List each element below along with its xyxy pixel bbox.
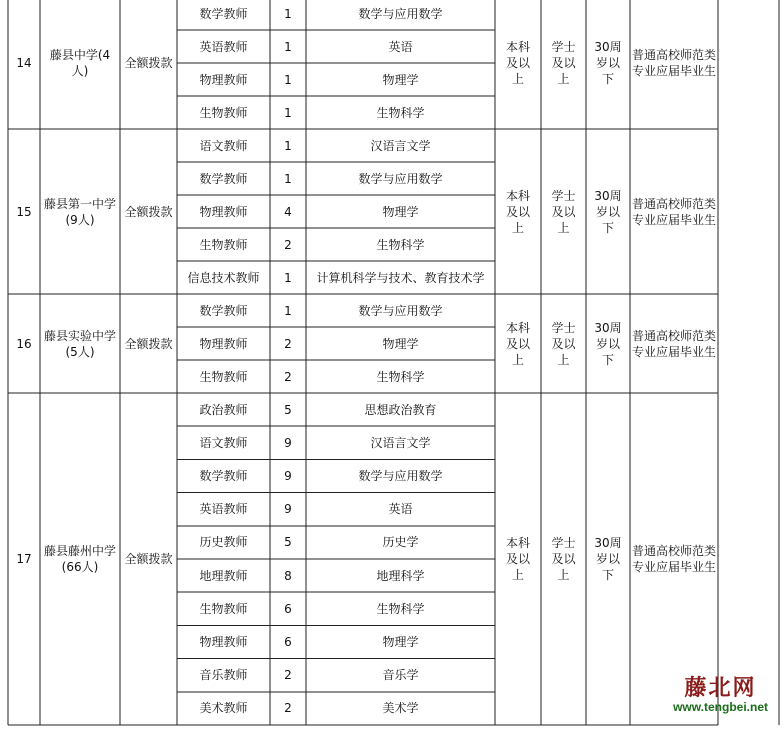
post-cell: 语文教师 bbox=[199, 138, 248, 153]
post-cell: 语文教师 bbox=[199, 435, 248, 450]
major-cell: 英语 bbox=[388, 39, 413, 54]
major-cell: 数学与应用数学 bbox=[358, 303, 443, 318]
post-cell: 物理教师 bbox=[199, 72, 248, 87]
post-cell: 数学教师 bbox=[199, 171, 248, 186]
age-requirement: 30周岁以下 bbox=[594, 536, 622, 582]
count-cell: 2 bbox=[284, 369, 292, 384]
school-name: 藤县实验中学(5人) bbox=[44, 328, 117, 359]
post-cell: 生物教师 bbox=[199, 105, 248, 120]
other-requirement: 普通高校师范类专业应届毕业生 bbox=[632, 48, 717, 78]
funding-type: 全额拨款 bbox=[124, 204, 173, 219]
major-cell: 数学与应用数学 bbox=[358, 468, 443, 483]
education-requirement: 本科及以上 bbox=[505, 536, 530, 582]
count-cell: 1 bbox=[284, 105, 292, 120]
count-cell: 1 bbox=[284, 270, 292, 285]
count-cell: 5 bbox=[284, 535, 292, 550]
row-number: 16 bbox=[16, 336, 32, 351]
degree-requirement: 学士及以上 bbox=[551, 188, 576, 235]
row-number: 14 bbox=[16, 56, 32, 70]
post-cell: 生物教师 bbox=[199, 237, 248, 252]
major-cell: 物理学 bbox=[382, 634, 419, 649]
post-cell: 数学教师 bbox=[199, 468, 248, 483]
major-cell: 物理学 bbox=[382, 72, 419, 87]
other-requirement: 普通高校师范类专业应届毕业生 bbox=[632, 544, 717, 574]
funding-type: 全额拨款 bbox=[124, 56, 173, 70]
degree-requirement: 学士及以上 bbox=[551, 320, 576, 367]
major-cell: 数学与应用数学 bbox=[358, 171, 443, 186]
count-cell: 1 bbox=[284, 171, 292, 186]
count-cell: 1 bbox=[284, 138, 292, 153]
major-cell: 生物科学 bbox=[376, 105, 425, 120]
major-cell: 汉语言文学 bbox=[370, 138, 431, 153]
age-requirement: 30周岁以下 bbox=[594, 40, 622, 86]
funding-type: 全额拨款 bbox=[124, 552, 173, 566]
school-name: 藤县藤州中学(66人) bbox=[44, 544, 117, 574]
education-requirement: 本科及以上 bbox=[505, 40, 530, 86]
row-number: 17 bbox=[16, 552, 32, 566]
count-cell: 1 bbox=[284, 303, 292, 318]
post-cell: 生物教师 bbox=[199, 601, 248, 616]
count-cell: 9 bbox=[284, 435, 292, 450]
post-cell: 历史教师 bbox=[199, 535, 248, 550]
major-cell: 计算机科学与技术、教育技术学 bbox=[316, 270, 485, 285]
watermark bbox=[673, 676, 768, 714]
major-cell: 英语 bbox=[388, 502, 413, 517]
post-cell: 美术教师 bbox=[199, 701, 248, 716]
post-cell: 生物教师 bbox=[199, 369, 248, 384]
post-cell: 信息技术教师 bbox=[187, 270, 260, 285]
post-cell: 政治教师 bbox=[199, 402, 248, 417]
degree-requirement: 学士及以上 bbox=[551, 40, 576, 86]
count-cell: 6 bbox=[284, 634, 292, 649]
count-cell: 9 bbox=[284, 468, 292, 483]
age-requirement: 30周岁以下 bbox=[594, 320, 622, 367]
funding-type: 全额拨款 bbox=[124, 336, 173, 351]
count-cell: 1 bbox=[284, 72, 292, 87]
major-cell: 生物科学 bbox=[376, 237, 425, 252]
major-cell: 地理科学 bbox=[376, 568, 425, 583]
degree-requirement: 学士及以上 bbox=[551, 536, 576, 582]
count-cell: 1 bbox=[284, 39, 292, 54]
post-cell: 数学教师 bbox=[199, 6, 248, 21]
major-cell: 数学与应用数学 bbox=[358, 6, 443, 21]
other-requirement: 普通高校师范类专业应届毕业生 bbox=[632, 196, 717, 227]
major-cell: 生物科学 bbox=[376, 369, 425, 384]
count-cell: 2 bbox=[284, 336, 292, 351]
major-cell: 历史学 bbox=[382, 535, 419, 550]
major-cell: 物理学 bbox=[382, 204, 419, 219]
count-cell: 2 bbox=[284, 668, 292, 683]
post-cell: 数学教师 bbox=[199, 303, 248, 318]
post-cell: 地理教师 bbox=[199, 568, 248, 583]
major-cell: 物理学 bbox=[382, 336, 419, 351]
watermark-logo: 藤北网 bbox=[684, 675, 757, 701]
count-cell: 2 bbox=[284, 237, 292, 252]
post-cell: 物理教师 bbox=[199, 336, 248, 351]
count-cell: 8 bbox=[284, 568, 292, 583]
other-requirement: 普通高校师范类专业应届毕业生 bbox=[632, 328, 717, 359]
school-name: 藤县中学(4人) bbox=[49, 48, 111, 78]
major-cell: 音乐学 bbox=[382, 668, 419, 683]
count-cell: 6 bbox=[284, 601, 292, 616]
school-name: 藤县第一中学(9人) bbox=[44, 196, 117, 227]
post-cell: 物理教师 bbox=[199, 204, 248, 219]
post-cell: 英语教师 bbox=[199, 502, 248, 517]
row-number: 15 bbox=[16, 204, 32, 219]
post-cell: 物理教师 bbox=[199, 634, 248, 649]
education-requirement: 本科及以上 bbox=[505, 188, 530, 235]
major-cell: 思想政治教育 bbox=[364, 402, 437, 417]
major-cell: 美术学 bbox=[382, 701, 419, 716]
watermark-url: www.tengbei.net bbox=[673, 700, 768, 714]
post-cell: 音乐教师 bbox=[199, 668, 248, 683]
major-cell: 汉语言文学 bbox=[370, 435, 431, 450]
count-cell: 1 bbox=[284, 6, 292, 21]
count-cell: 5 bbox=[284, 402, 292, 417]
major-cell: 生物科学 bbox=[376, 601, 425, 616]
education-requirement: 本科及以上 bbox=[505, 320, 530, 367]
count-cell: 2 bbox=[284, 701, 292, 716]
post-cell: 英语教师 bbox=[199, 39, 248, 54]
count-cell: 9 bbox=[284, 502, 292, 517]
count-cell: 4 bbox=[284, 204, 292, 219]
age-requirement: 30周岁以下 bbox=[594, 188, 622, 235]
